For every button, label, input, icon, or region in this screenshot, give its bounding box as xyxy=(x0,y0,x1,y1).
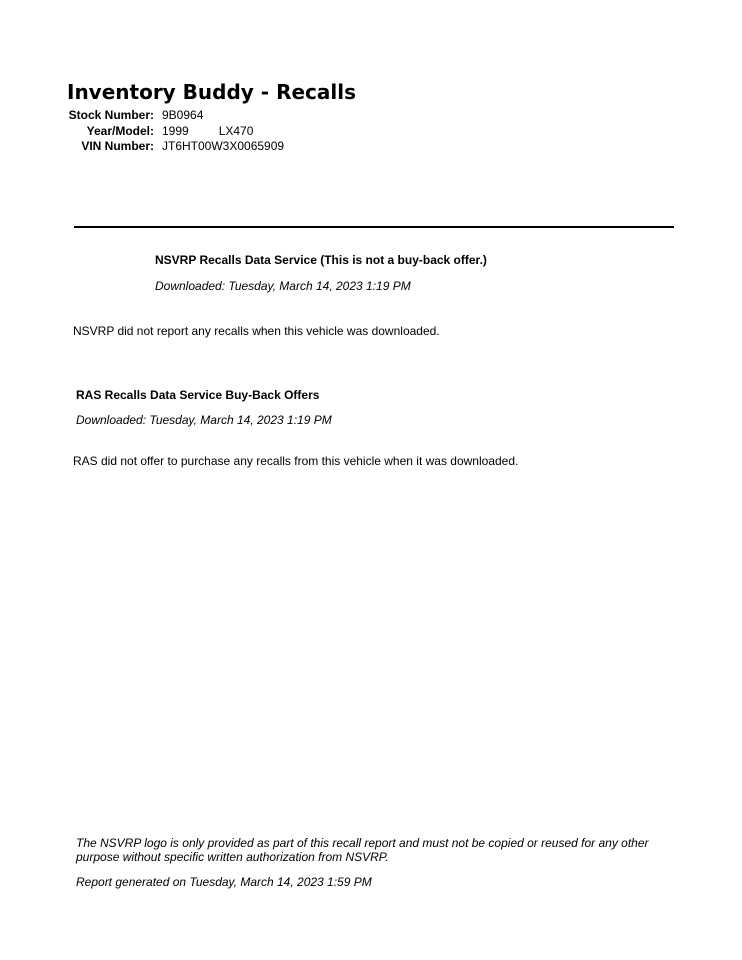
vin-number-row xyxy=(60,139,284,155)
ras-message: RAS did not offer to purchase any recalls from this vehicle when it was downloaded. xyxy=(73,454,519,468)
vin-number-value: JT6HT00W3X0065909 xyxy=(162,139,285,153)
report-generated: Report generated on Tuesday, March 14, 2023 1:59 PM xyxy=(76,875,372,889)
stock-number-row xyxy=(60,108,284,124)
vin-number-label: VIN Number: xyxy=(81,139,154,153)
nsvrp-message: NSVRP did not report any recalls when this vehicle was downloaded. xyxy=(73,324,440,338)
vehicle-info xyxy=(60,108,284,155)
stock-number-label: Stock Number: xyxy=(68,108,154,122)
ras-downloaded: Downloaded: Tuesday, March 14, 2023 1:19 PM xyxy=(76,413,332,427)
ras-heading: RAS Recalls Data Service Buy-Back Offers xyxy=(76,388,320,402)
year-model-label: Year/Model: xyxy=(86,123,154,138)
nsvrp-heading: NSVRP Recalls Data Service (This is not a buy-back offer.) xyxy=(155,253,487,267)
logo-notice: The NSVRP logo is only provided as part of this recall report and must not be copied or reused for any other purpose without specific written authorization from NSVRP. xyxy=(76,836,649,864)
year-model-value xyxy=(162,124,253,140)
page-title: Inventory Buddy - Recalls xyxy=(67,80,356,104)
nsvrp-downloaded: Downloaded: Tuesday, March 14, 2023 1:19 PM xyxy=(155,279,411,293)
section-divider xyxy=(74,226,674,228)
year-model-row xyxy=(60,124,284,140)
year-value: 1999 xyxy=(162,123,189,138)
stock-number-value: 9B0964 xyxy=(162,108,204,122)
model-value: LX470 xyxy=(218,123,254,138)
